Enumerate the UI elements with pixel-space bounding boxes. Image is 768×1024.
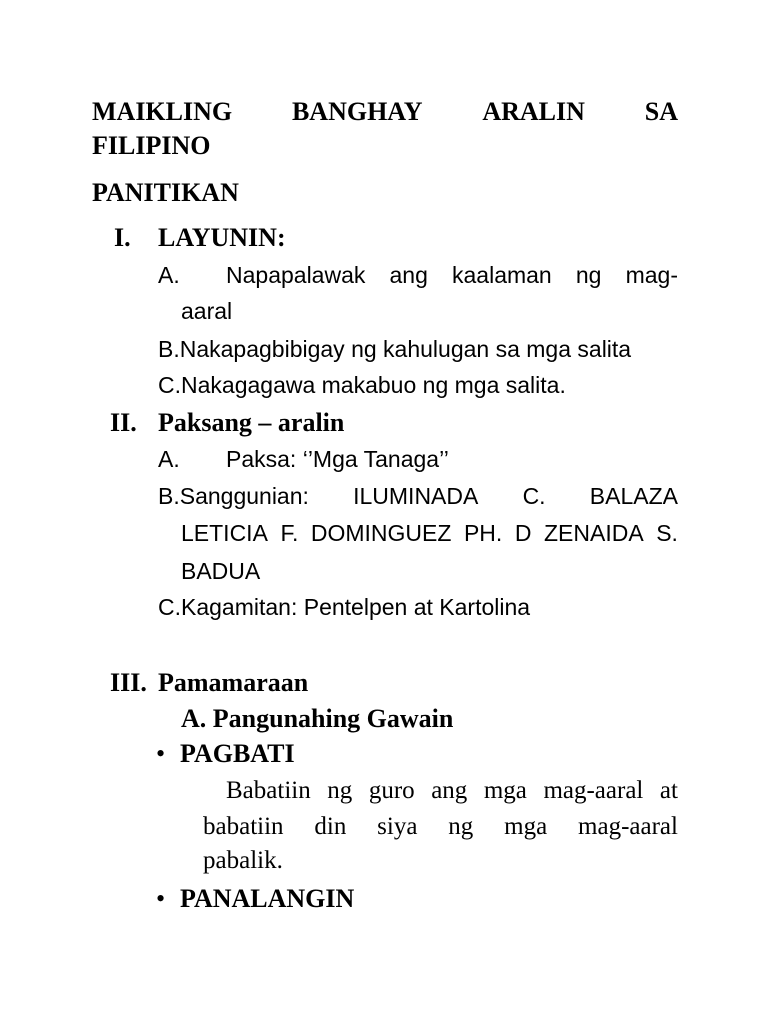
bullet-pagbati-label: PAGBATI — [180, 739, 295, 768]
reference-word: B.Sanggunian: — [158, 483, 309, 509]
item-1a-letter: A. — [158, 262, 180, 288]
reference-word: BALAZA — [589, 483, 678, 509]
reference-word: D — [514, 520, 532, 546]
item-2a-letter: A. — [158, 446, 180, 472]
item-word: kaalaman — [452, 262, 552, 288]
section-1-heading: LAYUNIN: — [158, 223, 286, 252]
bullet-icon: • — [156, 739, 166, 768]
reference-word: ZENAIDA — [544, 520, 644, 546]
pagbati-word: siya — [377, 813, 418, 840]
pagbati-line-3: pabalik. — [203, 847, 283, 874]
item-word: ng — [575, 262, 602, 288]
reference-word: LETICIA — [181, 520, 268, 546]
reference-word: C. — [522, 483, 546, 509]
pagbati-word: at — [659, 777, 678, 804]
title-word: ARALIN — [482, 97, 585, 126]
pagbati-word: ng — [448, 813, 474, 840]
item-1b: B.Nakapagbibigay ng kahulugan sa mga salita — [158, 336, 632, 362]
pagbati-word: babatiin — [203, 813, 284, 840]
item-1c: C.Nakagagawa makabuo ng mga salita. — [158, 372, 566, 398]
item-1a-line-1 — [226, 264, 678, 287]
pagbati-line-2 — [203, 814, 678, 839]
item-2b-line-1 — [158, 485, 678, 508]
pagbati-word: Babatiin — [226, 777, 311, 804]
pagbati-word: din — [314, 813, 347, 840]
subject-heading: PANITIKAN — [92, 178, 239, 207]
item-word: ang — [389, 262, 428, 288]
reference-word: F. — [280, 520, 299, 546]
pagbati-word: guro — [368, 777, 415, 804]
item-2b-line-2 — [181, 522, 678, 545]
item-2c: C.Kagamitan: Pentelpen at Kartolina — [158, 594, 531, 620]
pagbati-word: mag-aaral — [578, 813, 678, 840]
section-2-heading: Paksang – aralin — [158, 408, 345, 437]
pagbati-word: mga — [483, 777, 527, 804]
item-word: mag- — [625, 262, 678, 288]
title-line-2: FILIPINO — [92, 131, 211, 160]
item-1a-line-2: aaral — [181, 298, 233, 324]
subsection-3a-heading: A. Pangunahing Gawain — [181, 704, 454, 733]
reference-word: PH. — [463, 520, 503, 546]
bullet-panalangin-label: PANALANGIN — [180, 884, 355, 913]
section-3-heading: Pamamaraan — [158, 668, 309, 697]
section-2-numeral: II. — [110, 408, 137, 437]
item-word: Napapalawak — [226, 262, 366, 288]
pagbati-line-1 — [226, 778, 678, 803]
title-word: BANGHAY — [291, 97, 423, 126]
title-line-1 — [92, 99, 678, 125]
bullet-icon: • — [156, 884, 166, 913]
reference-word: ILUMINADA — [353, 483, 479, 509]
reference-word: DOMINGUEZ — [310, 520, 452, 546]
pagbati-word: mga — [504, 813, 548, 840]
item-2a-text: Paksa: ‘’Mga Tanaga’’ — [226, 446, 449, 472]
reference-word: S. — [656, 520, 678, 546]
title-word: MAIKLING — [92, 97, 233, 126]
pagbati-word: mag-aaral — [543, 777, 644, 804]
section-1-numeral: I. — [114, 223, 131, 252]
pagbati-word: ang — [431, 777, 468, 804]
title-word: SA — [644, 97, 678, 126]
section-3-numeral: III. — [110, 668, 147, 697]
pagbati-word: ng — [327, 777, 353, 804]
item-2b-line-3: BADUA — [181, 558, 261, 584]
